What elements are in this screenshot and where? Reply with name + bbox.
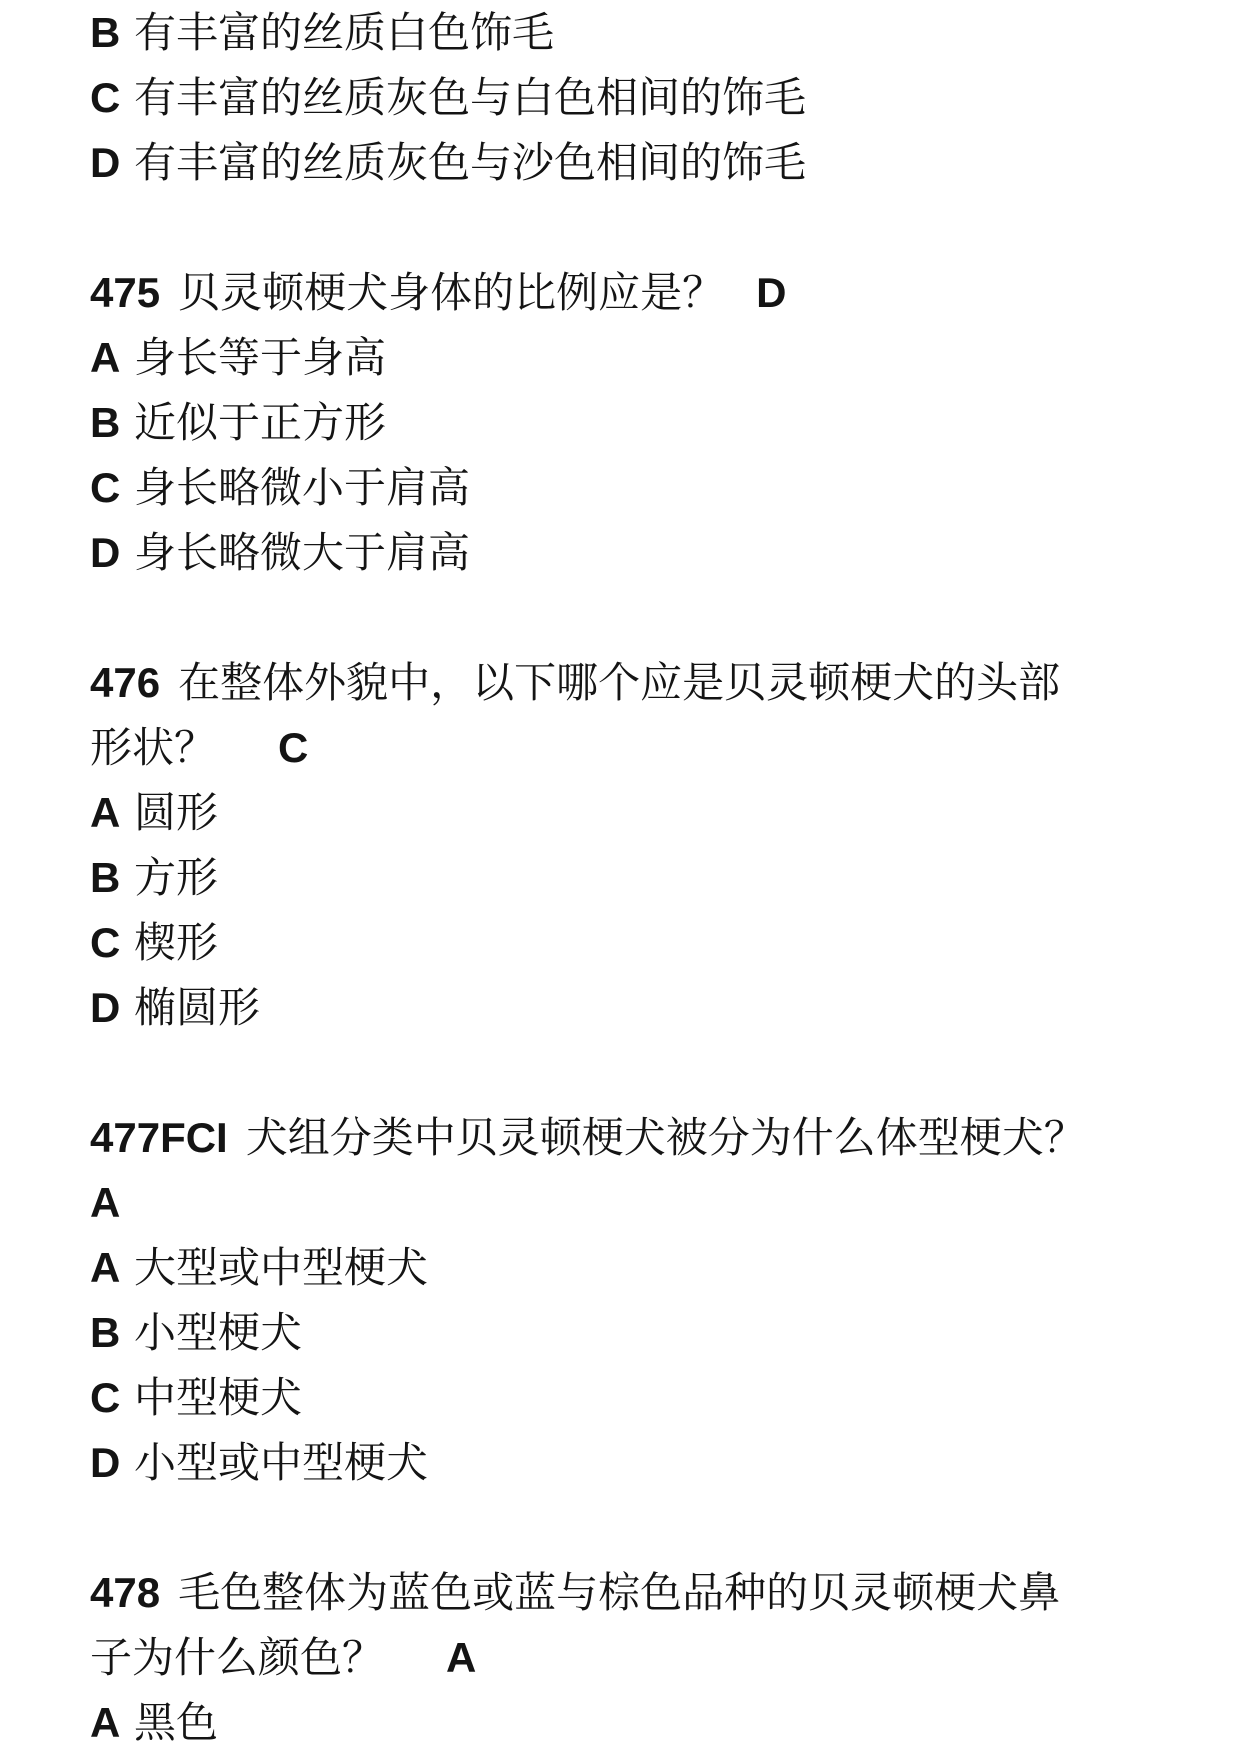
option-letter: B: [90, 1309, 121, 1356]
answer-key: D: [756, 269, 787, 316]
option-letter: A: [90, 1699, 121, 1746]
option-row: [90, 1690, 1170, 1755]
question-478: [90, 1560, 1170, 1625]
option-text: 椭圆形: [134, 983, 261, 1032]
option-text: 小型梗犬: [134, 1308, 303, 1357]
option-letter: A: [90, 1244, 121, 1291]
option-row: [90, 845, 1170, 910]
option-text: 近似于正方形: [134, 398, 387, 447]
option-row: [90, 0, 1170, 65]
option-row: [90, 1300, 1170, 1365]
option-letter: C: [90, 1374, 121, 1421]
question-text: 贝灵顿梗犬身体的比例应是？: [178, 268, 725, 317]
option-letter: C: [90, 464, 121, 511]
option-text: 黑色: [134, 1698, 219, 1747]
question-477-answer-line: [90, 1170, 1170, 1235]
answer-key: A: [446, 1634, 477, 1681]
option-row: [90, 65, 1170, 130]
question-text: 在整体外貌中，以下哪个应是贝灵顿梗犬的头部: [178, 658, 1061, 707]
option-text: 身长等于身高: [134, 333, 387, 382]
option-row: [90, 975, 1170, 1040]
document-page: [90, 0, 1170, 1755]
question-text: 犬组分类中贝灵顿梗犬被分为什么体型梗犬？: [245, 1113, 1086, 1162]
option-row: [90, 780, 1170, 845]
question-475: [90, 260, 1170, 325]
option-text: 楔形: [134, 918, 219, 967]
option-letter: D: [90, 1439, 121, 1486]
option-text: 圆形: [134, 788, 219, 837]
option-text: 大型或中型梗犬: [134, 1243, 429, 1292]
option-row: [90, 1365, 1170, 1430]
option-letter: D: [90, 529, 121, 576]
option-text: 身长略微小于肩高: [134, 463, 471, 512]
option-row: [90, 130, 1170, 195]
question-478-continued: [90, 1625, 1170, 1690]
question-text: 毛色整体为蓝色或蓝与棕色品种的贝灵顿梗犬鼻: [178, 1568, 1061, 1617]
question-number: 477FCI: [90, 1114, 228, 1161]
option-letter: D: [90, 139, 121, 186]
question-text: 形状？: [90, 723, 217, 772]
option-letter: C: [90, 74, 121, 121]
question-text: 子为什么颜色？: [90, 1633, 385, 1682]
option-text: 方形: [134, 853, 219, 902]
option-row: [90, 455, 1170, 520]
question-477: [90, 1105, 1170, 1170]
option-row: [90, 390, 1170, 455]
option-letter: B: [90, 9, 121, 56]
option-row: [90, 1430, 1170, 1495]
option-letter: B: [90, 854, 121, 901]
option-text: 有丰富的丝质白色饰毛: [134, 8, 555, 57]
option-row: [90, 325, 1170, 390]
option-row: [90, 910, 1170, 975]
option-letter: B: [90, 399, 121, 446]
option-text: 小型或中型梗犬: [134, 1438, 429, 1487]
question-number: 475: [90, 269, 161, 316]
option-text: 中型梗犬: [134, 1373, 303, 1422]
question-476-continued: [90, 715, 1170, 780]
option-letter: A: [90, 334, 121, 381]
answer-key: A: [90, 1179, 121, 1226]
option-row: [90, 520, 1170, 585]
answer-key: C: [278, 724, 309, 771]
question-476: [90, 650, 1170, 715]
option-row: [90, 1235, 1170, 1300]
option-text: 身长略微大于肩高: [134, 528, 471, 577]
option-letter: C: [90, 919, 121, 966]
option-letter: A: [90, 789, 121, 836]
option-text: 有丰富的丝质灰色与白色相间的饰毛: [134, 73, 807, 122]
option-letter: D: [90, 984, 121, 1031]
option-text: 有丰富的丝质灰色与沙色相间的饰毛: [134, 138, 807, 187]
question-number: 476: [90, 659, 161, 706]
question-number: 478: [90, 1569, 161, 1616]
